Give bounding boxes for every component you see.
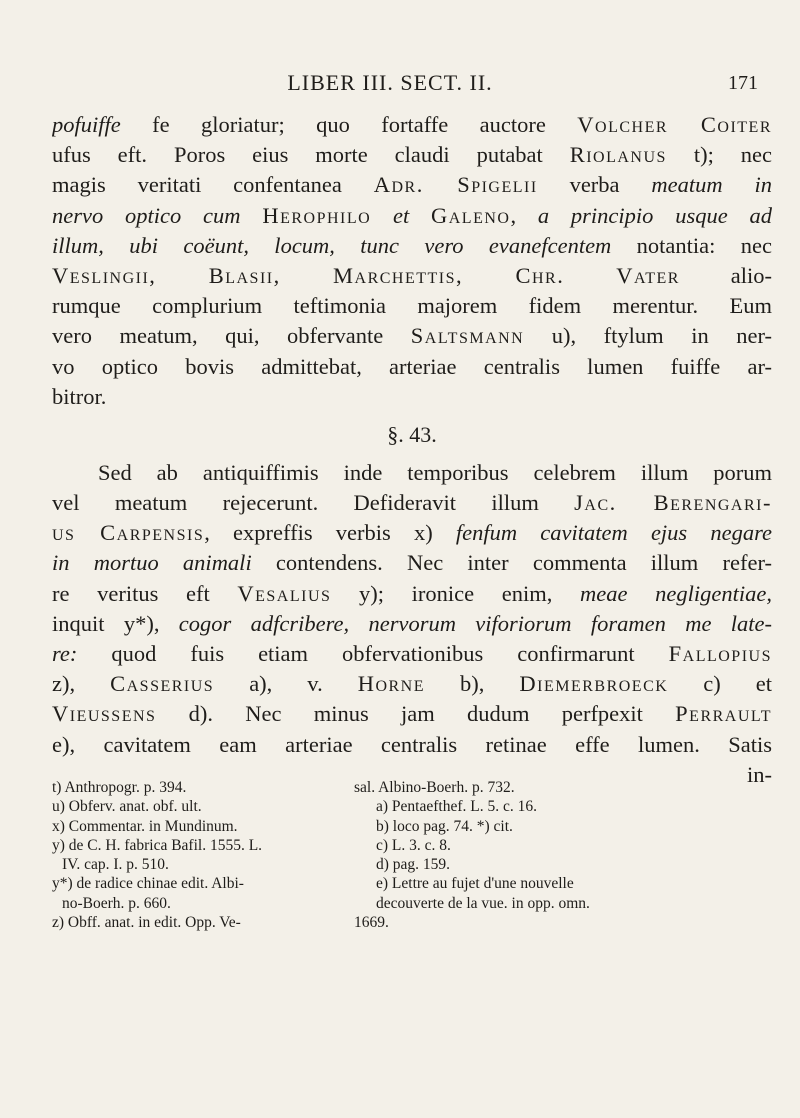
main-text bbox=[52, 110, 772, 790]
text-span: verba bbox=[537, 172, 652, 198]
text-line bbox=[52, 488, 772, 518]
text-span: inquit y*), bbox=[52, 610, 179, 636]
section-heading: §. 43. bbox=[387, 421, 437, 447]
footnote: c) L. 3. c. 8. bbox=[376, 836, 451, 854]
text-span: e), cavitatem eam arteriae centralis retinae effe lumen. Satis bbox=[52, 731, 772, 757]
author-name: Diemerbroeck bbox=[519, 671, 669, 697]
author-name: Herophilo bbox=[262, 202, 372, 228]
author-name: Adr. Spigelii bbox=[373, 172, 538, 198]
footnote-continuation: decouverte de la vue. in opp. omn. bbox=[376, 894, 590, 912]
text-span: quod fuis etiam obfervationibus confirmarunt bbox=[77, 641, 669, 666]
text-span: et bbox=[371, 202, 431, 228]
text-span: illum, ubi coëunt, locum, tunc vero evanefcentem bbox=[52, 232, 612, 258]
footnote: b) loco pag. 74. *) cit. bbox=[376, 817, 513, 835]
text-span: bitror. bbox=[52, 383, 107, 409]
text-span: d). Nec minus jam dudum perfpexit bbox=[156, 701, 676, 727]
text-line bbox=[52, 730, 772, 760]
text-line bbox=[52, 669, 772, 699]
text-span: notantia: nec bbox=[611, 232, 772, 258]
text-line bbox=[52, 201, 772, 231]
text-line bbox=[52, 231, 772, 261]
text-span: rumque complurium teftimonia majorem fidem merentur. Eum bbox=[52, 293, 772, 319]
footnote: t) Anthropogr. p. 394. bbox=[52, 779, 187, 796]
text-span: vel meatum rejecerunt. Defideravit illum bbox=[52, 490, 575, 516]
text-span: a), v. bbox=[214, 671, 358, 697]
text-span: pofuiffe bbox=[52, 112, 121, 137]
author-name: Vesalius bbox=[237, 580, 332, 606]
text-line bbox=[52, 518, 772, 548]
footnotes-left-column bbox=[52, 778, 342, 932]
text-span: in mortuo animali bbox=[52, 550, 252, 576]
text-span: t); nec bbox=[666, 142, 772, 168]
page-header bbox=[0, 70, 800, 100]
footnote: a) Pentaefthef. L. 5. c. 16. bbox=[376, 798, 537, 816]
footnote-continuation: IV. cap. I. p. 510. bbox=[62, 856, 169, 874]
text-span: re: bbox=[52, 641, 78, 666]
text-span: re veritus eft bbox=[52, 580, 238, 606]
text-span: magis veritati confentanea bbox=[52, 172, 374, 198]
text-span: vo optico bovis admittebat, arteriae centralis lumen fuiffe ar- bbox=[52, 353, 772, 379]
text-line bbox=[52, 321, 772, 351]
text-line bbox=[52, 609, 772, 639]
text-span: vero meatum, qui, obfervante bbox=[52, 323, 411, 349]
text-line bbox=[52, 382, 772, 412]
text-span: fe gloriatur; quo fortaffe auctore bbox=[120, 112, 578, 137]
text-line bbox=[52, 140, 772, 170]
text-span: c) et bbox=[668, 671, 772, 697]
text-span: b), bbox=[425, 671, 520, 697]
author-name: Vieussens bbox=[52, 701, 157, 727]
text-line bbox=[52, 170, 772, 200]
footnotes bbox=[52, 778, 772, 1078]
text-line bbox=[52, 110, 772, 140]
text-line bbox=[52, 261, 772, 291]
text-span: Sed ab antiquiffimis inde temporibus celebrem illum porum bbox=[98, 459, 772, 485]
text-line bbox=[52, 352, 772, 382]
footnote: e) Lettre au fujet d'une nouvelle bbox=[376, 875, 574, 893]
text-span: ufus eft. Poros eius morte claudi putabat bbox=[52, 142, 570, 168]
author-name: Saltsmann bbox=[410, 323, 525, 349]
text-span: meatum in bbox=[651, 172, 772, 198]
text-line bbox=[52, 699, 772, 729]
text-span: a principio usque ad bbox=[537, 202, 772, 228]
author-name: Galeno bbox=[431, 202, 511, 228]
footnote: u) Obferv. anat. obf. ult. bbox=[52, 798, 202, 816]
text-line bbox=[52, 458, 772, 488]
footnote: y) de C. H. fabrica Bafil. 1555. L. bbox=[52, 836, 263, 854]
footnote: y*) de radice chinae edit. Albi- bbox=[52, 875, 244, 893]
text-span: cogor adfcribere, nervorum viforiorum foramen me late- bbox=[178, 610, 772, 636]
running-head: LIBER III. SECT. II. bbox=[287, 70, 493, 95]
author-name: Jac. Berengari- bbox=[574, 490, 772, 516]
text-span: y); ironice enim, bbox=[331, 580, 581, 606]
text-span: , expreffis verbis x) bbox=[204, 520, 456, 546]
footnote: z) Obff. anat. in edit. Opp. Ve- bbox=[52, 914, 241, 932]
author-name: Fallopius bbox=[668, 641, 772, 666]
text-line bbox=[52, 579, 772, 609]
footnote: x) Commentar. in Mundinum. bbox=[52, 817, 238, 835]
page-number: 171 bbox=[728, 72, 758, 94]
text-line bbox=[52, 548, 772, 578]
text-span: fenfum cavitatem ejus negare bbox=[455, 520, 772, 546]
author-name: us Carpensis bbox=[52, 520, 205, 546]
text-line bbox=[52, 291, 772, 321]
footnote-continuation: no-Boerh. p. 660. bbox=[62, 894, 171, 912]
footnote-continuation: 1669. bbox=[354, 914, 389, 932]
text-span: u), ftylum in ner- bbox=[524, 323, 772, 349]
footnotes-right-column bbox=[354, 778, 772, 932]
text-span: z), bbox=[52, 671, 111, 697]
text-span: meae negligentiae, bbox=[580, 580, 772, 606]
author-name: Riolanus bbox=[569, 142, 667, 168]
author-name: Volcher Coiter bbox=[577, 112, 772, 137]
text-span: , bbox=[510, 202, 538, 228]
text-span: nervo optico cum bbox=[52, 202, 241, 228]
author-name: Veslingii, Blasii, Marchettis, Chr. Vater bbox=[52, 262, 680, 288]
footnote: d) pag. 159. bbox=[376, 856, 451, 874]
author-name: Perrault bbox=[675, 701, 772, 727]
footnote-continuation: sal. Albino-Boerh. p. 732. bbox=[354, 779, 515, 796]
author-name: Horne bbox=[357, 671, 426, 697]
catchword: in- bbox=[747, 761, 772, 787]
text-span: alio- bbox=[679, 262, 772, 288]
text-line bbox=[52, 639, 772, 669]
text-span bbox=[241, 203, 263, 228]
text-span: contendens. Nec inter commenta illum refer- bbox=[251, 550, 772, 576]
author-name: Casserius bbox=[110, 671, 215, 697]
